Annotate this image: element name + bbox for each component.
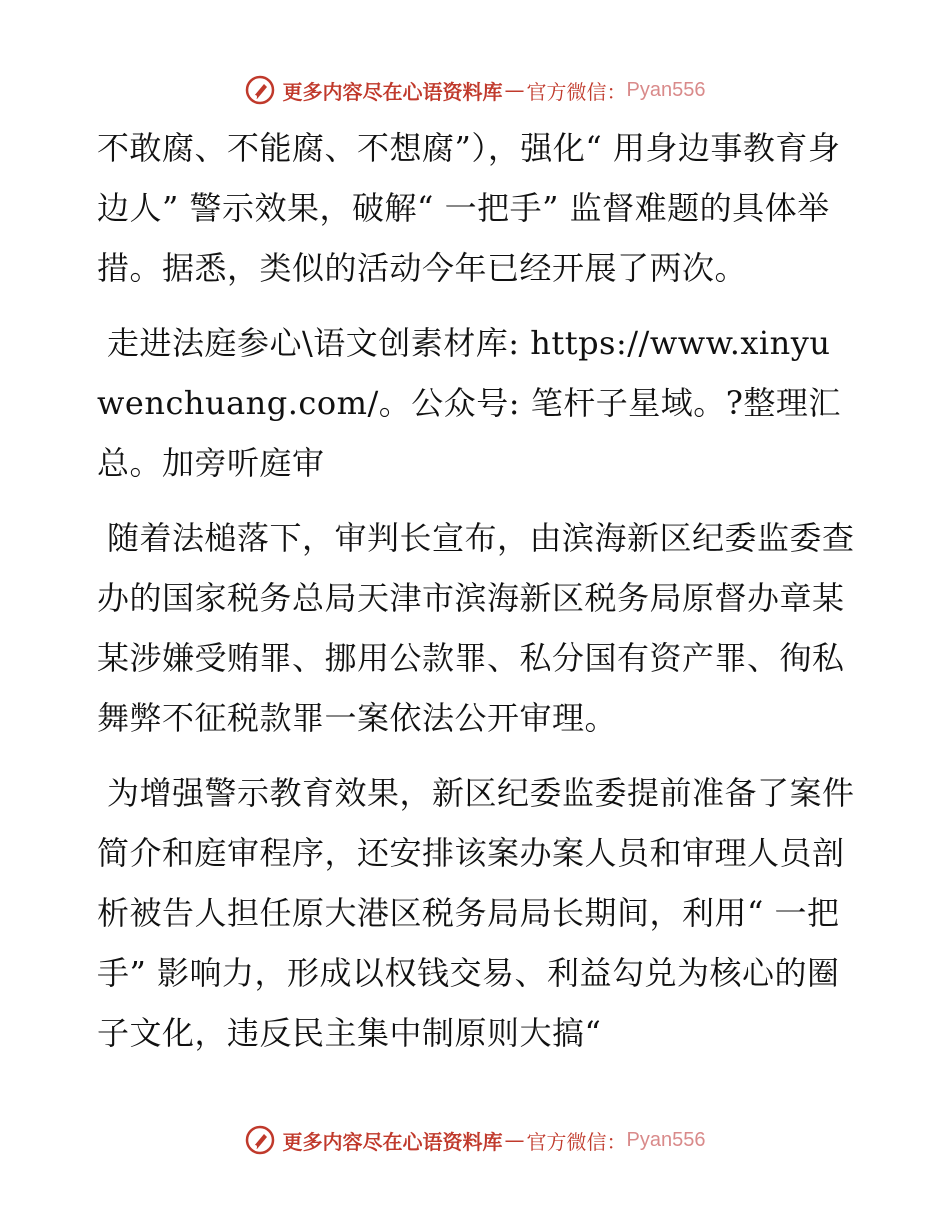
paragraph: 为增强警示教育效果，新区纪委监委提前准备了案件简介和庭审程序，还安排该案办案人员和审理人员剖析被告人担任原大港区税务局局长期间，利用“ 一把手” 影响力，形成以权钱交易、利益勾兑为核心的圈子文化，违反民主集中制原则大搞“ <box>97 774 855 1052</box>
banner-wechat-id: Pyan556 <box>626 1128 706 1151</box>
pen-logo-icon <box>245 75 275 105</box>
banner-dash: — <box>504 78 525 102</box>
paragraph: 不敢腐、不能腐、不想腐”），强化“ 用身边事教育身边人” 警示效果，破解“ 一把手” 监督难题的具体举措。据悉，类似的活动今年已经开展了两次。 <box>97 129 841 287</box>
header-watermark-banner <box>0 70 950 110</box>
paragraph: 随着法槌落下，审判长宣布，由滨海新区纪委监委查办的国家税务总局天津市滨海新区税务局原督办章某某涉嫌受贿罪、挪用公款罪、私分国有资产罪、徇私舞弊不征税款罪一案依法公开审理。 <box>97 519 855 737</box>
footer-watermark-banner <box>0 1120 950 1160</box>
banner-wechat-label: 官方微信： <box>526 79 627 104</box>
banner-main-text: 更多内容尽在心语资料库 <box>282 79 503 104</box>
banner-main-text: 更多内容尽在心语资料库 <box>282 1129 503 1154</box>
document-body <box>97 118 857 1078</box>
banner-wechat-label: 官方微信： <box>526 1129 627 1154</box>
pen-logo-icon <box>245 1125 275 1155</box>
paragraph: 走进法庭参心\语文创素材库: https://www.xinyuwenchuang.com/。公众号: 笔杆子星域。?整理汇总。加旁听庭审 <box>97 324 841 482</box>
banner-wechat-id: Pyan556 <box>626 78 706 101</box>
banner-dash: — <box>504 1128 525 1152</box>
